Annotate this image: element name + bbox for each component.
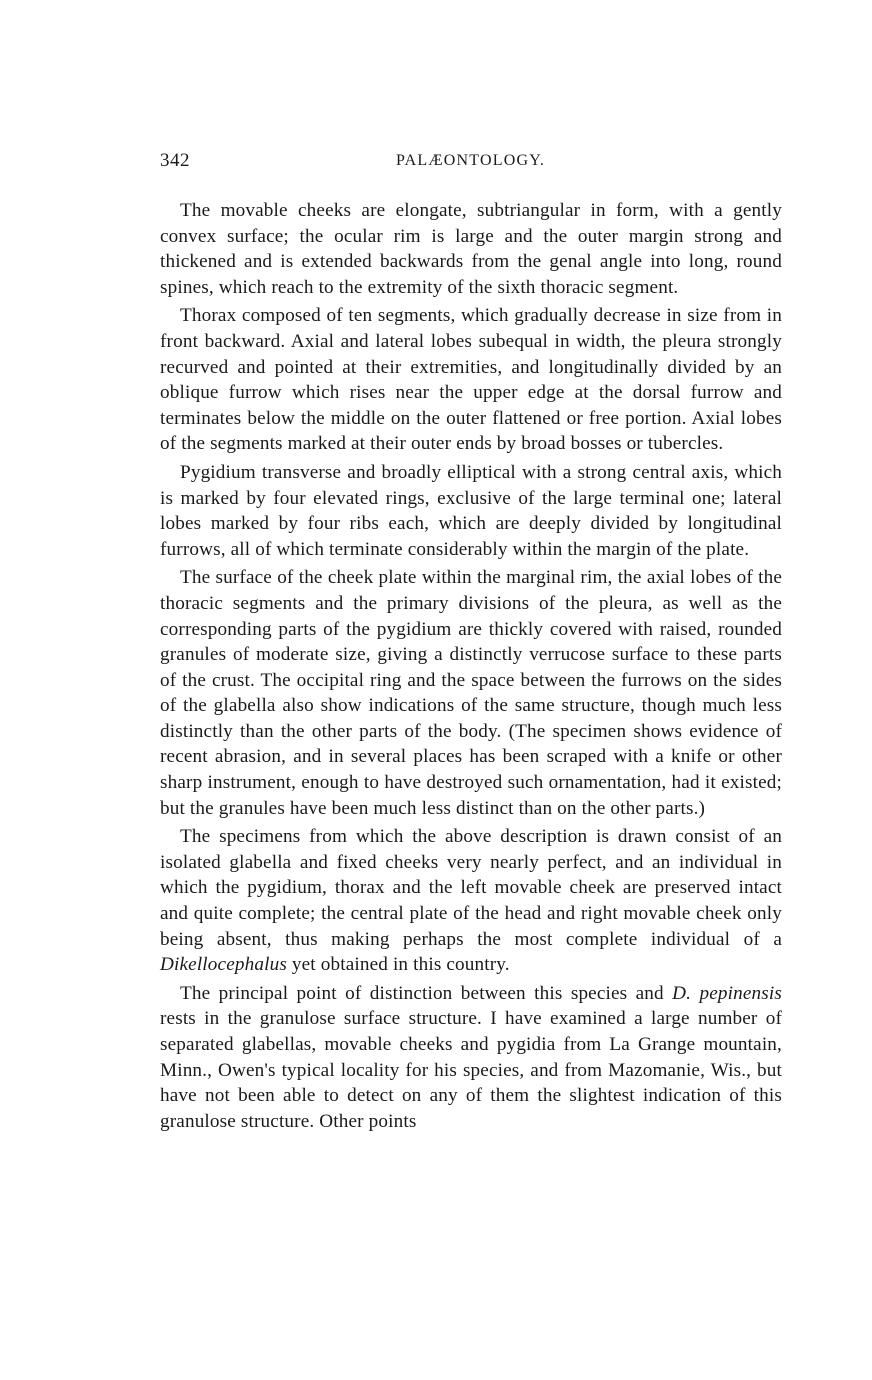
paragraph-specimens-text-after: yet obtained in this country. bbox=[286, 954, 510, 976]
species-name-italic: D. pepinensis bbox=[672, 982, 782, 1004]
paragraph-specimens-text-before: The specimens from which the above description is drawn consist of an isolated glabella and fixed cheeks very nearly perfect, and an individual in which the pygidium, thorax and the left movable cheek are preserved intact and quite complete; the central plate of the head and right movable cheek only being absent, thus making perhaps the most complete individual of a bbox=[160, 826, 782, 950]
running-title: PALÆONTOLOGY. bbox=[396, 152, 546, 169]
paragraph-pygidium: Pygidium transverse and broadly elliptical with a strong central axis, which is marked by four elevated rings, exclusive of the large terminal one; lateral lobes marked by four ribs each, which are deeply divided by longitudinal furrows, all of which terminate considerably within the margin of the plate. bbox=[160, 461, 782, 560]
genus-name-italic: Dikellocephalus bbox=[160, 954, 287, 976]
paragraph-movable-cheeks: The movable cheeks are elongate, subtriangular in form, with a gently convex surface; the ocular rim is large and the outer margin strong and thickened and is extended backwards from the genal angle into long, round spines, which reach to the extremity of the sixth thoracic segment. bbox=[160, 200, 782, 298]
paragraph-distinction bbox=[160, 981, 782, 1135]
body-text bbox=[160, 198, 782, 1137]
running-head bbox=[160, 150, 780, 180]
page-number: 342 bbox=[160, 150, 190, 171]
paragraph-specimens bbox=[160, 824, 782, 978]
paragraph-distinction-text-after: rests in the granulose surface structure. I have examined a large number of separated glabellas, movable cheeks and pygidia from La Grange mountain, Minn., Owen's typical locality for his species, and from Mazomanie, Wis., but have not been able to detect on any of them the slightest indication of this granulose structure. Other points bbox=[160, 1008, 782, 1132]
paragraph-surface: The surface of the cheek plate within the marginal rim, the axial lobes of the thoracic segments and the primary divisions of the pleura, as well as the corresponding parts of the pygidium are thickly covered with raised, rounded granules of moderate size, giving a distinctly verrucose surface to these parts of the crust. The occipital ring and the space between the furrows on the sides of the glabella also show indications of the same structure, though much less distinctly than the other parts of the body. (The specimen shows evidence of recent abrasion, and in several places has been scraped with a knife or other sharp instrument, enough to have destroyed such ornamentation, had it existed; but the granules have been much less distinct than on the other parts.) bbox=[160, 567, 782, 819]
paragraph-thorax: Thorax composed of ten segments, which gradually decrease in size from in front backward. Axial and lateral lobes subequal in width, the pleura strongly recurved and pointed at their extremities, and longitudinally divided by an oblique furrow which rises near the upper edge at the dorsal furrow and terminates below the middle on the outer flattened or free portion. Axial lobes of the segments marked at their outer ends by broad bosses or tubercles. bbox=[160, 305, 782, 455]
paragraph-distinction-text-before: The principal point of distinction between this species and bbox=[180, 982, 673, 1004]
